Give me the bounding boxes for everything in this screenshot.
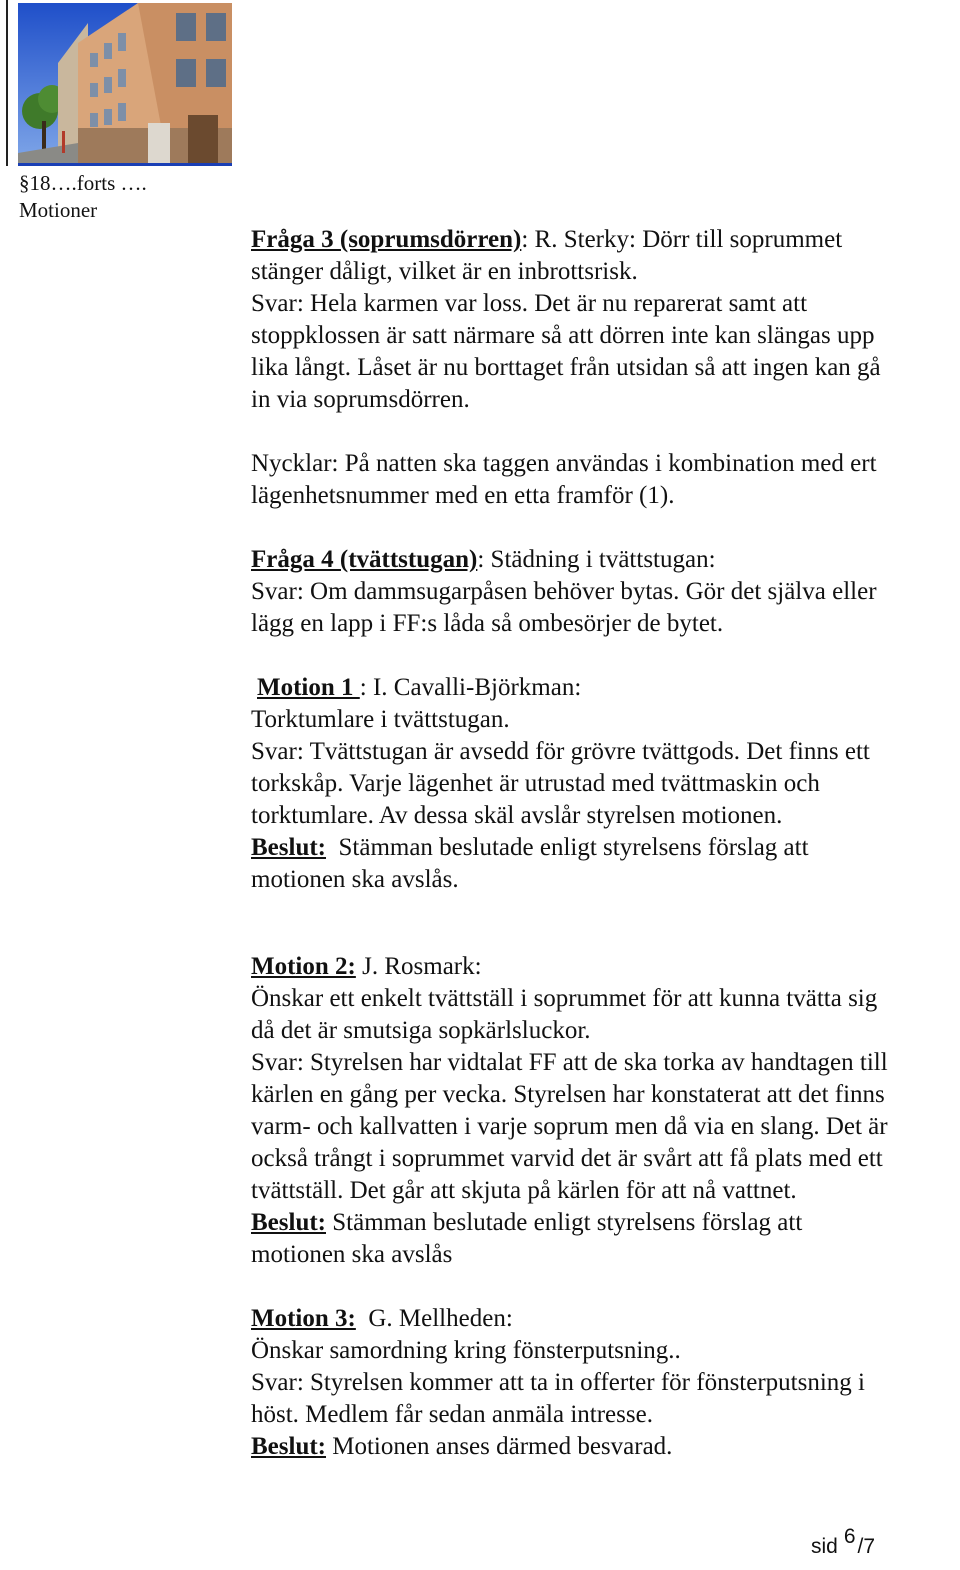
motion-3-line: Önskar samordning kring fönsterputsning.. xyxy=(251,1337,681,1364)
question-4-line: Svar: Om dammsugarpåsen behöver bytas. Gör det själva eller xyxy=(251,578,877,605)
motion-2-line: Önskar ett enkelt tvättställ i soprummet för att kunna tvätta sig xyxy=(251,985,878,1012)
motion-3-decision-text: Motionen anses därmed besvarad. xyxy=(326,1433,673,1460)
building-photo xyxy=(18,3,232,166)
question-3-heading: Fråga 3 (soprumsdörren) xyxy=(251,226,522,253)
motion-3-line: höst. Medlem får sedan anmäla intresse. xyxy=(251,1401,653,1428)
question-3-line: lika långt. Låset är nu borttaget från utsidan så att ingen kan gå xyxy=(251,354,881,381)
spacer xyxy=(251,416,960,448)
motion-2-line: Svar: Styrelsen har vidtalat FF att de ska torka av handtagen till xyxy=(251,1049,888,1076)
question-4-heading: Fråga 4 (tvättstugan) xyxy=(251,546,478,573)
decision-label: Beslut: xyxy=(251,1433,326,1460)
question-3-line: stänger dåligt, vilket är en inbrottsrisk. xyxy=(251,258,638,285)
motion-2-first-line xyxy=(251,951,960,983)
question-4-first-line xyxy=(251,544,960,576)
motion-2 xyxy=(251,951,960,1271)
motion-1-decision-text: Stämman beslutade enligt styrelsens förslag att xyxy=(326,834,809,861)
decision-label: Beslut: xyxy=(251,1209,326,1236)
motion-1-line: Torktumlare i tvättstugan. xyxy=(251,706,510,733)
motion-3-first-line xyxy=(251,1303,960,1335)
page-current: 6 xyxy=(843,1525,856,1548)
motion-2-line: tvättställ. Det går att skjuta på kärlen för att nå vattnet. xyxy=(251,1177,797,1204)
motion-3 xyxy=(251,1303,960,1463)
document-body xyxy=(251,224,960,1463)
question-4 xyxy=(251,544,960,640)
decision-label: Beslut: xyxy=(251,834,326,861)
motion-2-decision xyxy=(251,1207,960,1239)
vertical-rule xyxy=(6,0,8,166)
keys-line: Nycklar: På natten ska taggen användas i kombination med ert xyxy=(251,450,877,477)
question-3-line: in via soprumsdörren. xyxy=(251,386,470,413)
question-3 xyxy=(251,224,960,416)
motion-3-line: G. Mellheden: xyxy=(355,1305,513,1332)
motion-2-line: varm- och kallvatten i varje soprum men då via en slang. Det är xyxy=(251,1113,888,1140)
question-4-line: : Städning i tvättstugan: xyxy=(477,546,716,573)
motion-2-line: J. Rosmark: xyxy=(355,953,482,980)
motion-3-line: Svar: Styrelsen kommer att ta in offerter för fönsterputsning i xyxy=(251,1369,865,1396)
header-photo-area xyxy=(0,0,240,170)
motion-2-decision-text: motionen ska avslås xyxy=(251,1241,453,1268)
question-3-first-line xyxy=(251,224,960,256)
spacer xyxy=(251,1271,960,1303)
motion-2-line: kärlen en gång per vecka. Styrelsen har konstaterat att det finns xyxy=(251,1081,885,1108)
motion-3-heading: Motion 3: xyxy=(251,1305,356,1332)
page-prefix: sid xyxy=(811,1535,838,1558)
motion-1-line: : I. Cavalli-Björkman: xyxy=(359,674,582,701)
motion-2-line: då det är smutsiga sopkärlsluckor. xyxy=(251,1017,591,1044)
motion-1-line: torkskåp. Varje lägenhet är utrustad med tvättmaskin och xyxy=(251,770,820,797)
question-4-line: lägg en lapp i FF:s låda så ombesörjer de bytet. xyxy=(251,610,724,637)
motion-1-heading: Motion 1 xyxy=(257,674,360,701)
motion-1-first-line xyxy=(251,672,960,704)
spacer xyxy=(251,896,960,951)
motion-2-decision-text: Stämman beslutade enligt styrelsens förslag att xyxy=(326,1209,803,1236)
motion-3-decision xyxy=(251,1431,960,1463)
question-3-line: Svar: Hela karmen var loss. Det är nu reparerat samt att xyxy=(251,290,808,317)
question-3-line: stoppklossen är satt närmare så att dörren inte kan slängas upp xyxy=(251,322,875,349)
motion-1-decision-text: motionen ska avslås. xyxy=(251,866,459,893)
keys-line: lägenhetsnummer med en etta framför (1). xyxy=(251,482,675,509)
motion-2-heading: Motion 2: xyxy=(251,953,356,980)
spacer xyxy=(251,640,960,672)
page-total: /7 xyxy=(857,1535,876,1558)
section-subheading: Motioner xyxy=(19,198,98,222)
spacer xyxy=(251,512,960,544)
motion-2-line: också trångt i soprummet varvid det är svårt att få plats med ett xyxy=(251,1145,883,1172)
page-number xyxy=(811,1525,876,1559)
section-heading: §18….forts …. xyxy=(19,171,147,195)
question-3-line: : R. Sterky: Dörr till soprummet xyxy=(521,226,843,253)
keys-note xyxy=(251,448,960,512)
motion-1-line: Svar: Tvättstugan är avsedd för grövre tvättgods. Det finns ett xyxy=(251,738,870,765)
motion-1 xyxy=(251,672,960,896)
motion-1-line: torktumlare. Av dessa skäl avslår styrelsen motionen. xyxy=(251,802,783,829)
motion-1-decision xyxy=(251,832,960,864)
